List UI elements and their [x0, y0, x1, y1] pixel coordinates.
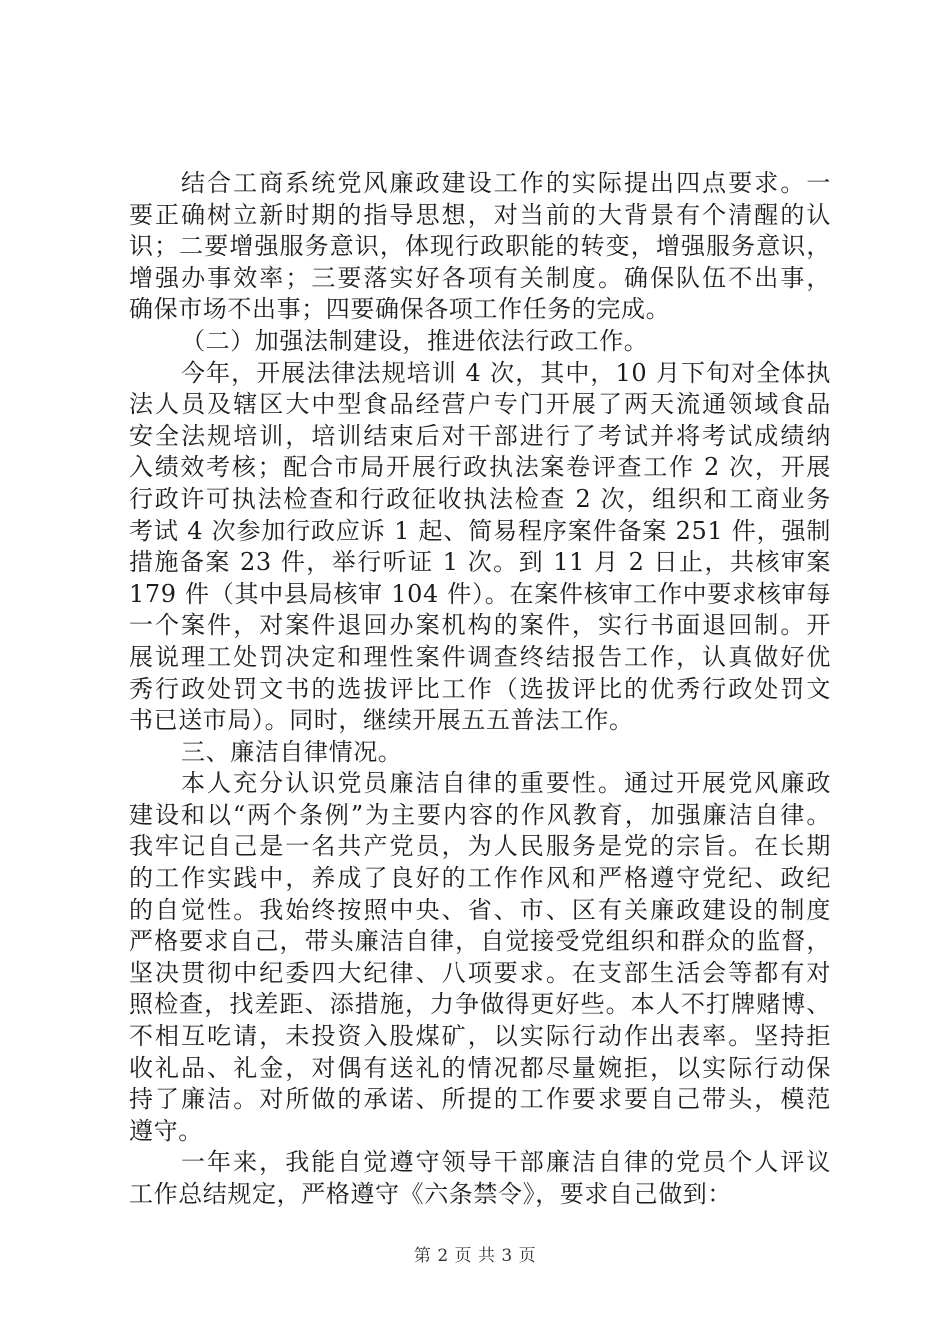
text-line: 三、廉洁自律情况。 — [181, 737, 403, 766]
text-line: 收礼品、礼金，对偶有送礼的情况都尽量婉拒，以实际行动保 — [129, 1053, 831, 1082]
section-heading — [129, 326, 831, 358]
paragraph — [129, 358, 831, 737]
text-line: 要正确树立新时期的指导思想，对当前的大背景有个清醒的认 — [129, 200, 831, 229]
text-line: 确保市场不出事；四要确保各项工作任务的完成。 — [129, 295, 671, 324]
text-line: 考试 4 次参加行政应诉 1 起、简易程序案件备案 251 件，强制 — [129, 516, 831, 545]
text-line: 照检查，找差距、添措施，力争做得更好些。本人不打牌赌博、 — [129, 990, 831, 1019]
text-line: 一个案件，对案件退回办案机构的案件，实行书面退回制。开 — [129, 611, 831, 640]
text-line: 结合工商系统党风廉政建设工作的实际提出四点要求。一 — [181, 169, 831, 197]
text-line: 展说理工处罚决定和理性案件调查终结报告工作，认真做好优 — [129, 642, 831, 671]
paragraph — [129, 1147, 831, 1210]
text-line: 今年，开展法律法规培训 4 次，其中，10 月下旬对全体执 — [181, 358, 831, 387]
text-line: 本人充分认识党员廉洁自律的重要性。通过开展党风廉政 — [181, 769, 831, 798]
text-line: 入绩效考核；配合市局开展行政执法案卷评查工作 2 次，开展 — [129, 453, 831, 482]
text-line: 遵守。 — [129, 1116, 203, 1145]
text-line: （二）加强法制建设，推进依法行政工作。 — [181, 326, 649, 355]
text-line: 识；二要增强服务意识，体现行政职能的转变，增强服务意识， — [129, 232, 831, 261]
text-line: 持了廉洁。对所做的承诺、所提的工作要求要自己带头，模范 — [129, 1085, 831, 1114]
text-line: 行政许可执法检查和行政征收执法检查 2 次，组织和工商业务 — [129, 484, 831, 513]
text-line: 179 件（其中县局核审 104 件）。在案件核审工作中要求核审每 — [129, 579, 831, 608]
text-line: 的自觉性。我始终按照中央、省、市、区有关廉政建设的制度 — [129, 895, 831, 924]
text-line: 秀行政处罚文书的选拔评比工作（选拔评比的优秀行政处罚文 — [129, 674, 831, 703]
section-heading — [129, 737, 831, 769]
text-line: 法人员及辖区大中型食品经营户专门开展了两天流通领域食品 — [129, 390, 831, 419]
text-line: 不相互吃请，未投资入股煤矿，以实际行动作出表率。坚持拒 — [129, 1022, 831, 1051]
text-line: 建设和以“两个条例”为主要内容的作风教育，加强廉洁自律。 — [129, 800, 831, 829]
text-line: 我牢记自己是一名共产党员，为人民服务是党的宗旨。在长期 — [129, 832, 831, 861]
paragraph — [129, 768, 831, 1147]
text-line: 安全法规培训，培训结束后对干部进行了考试并将考试成绩纳 — [129, 421, 831, 450]
text-line: 的工作实践中，养成了良好的工作作风和严格遵守党纪、政纪 — [129, 864, 831, 893]
paragraph — [129, 168, 831, 326]
text-line: 增强办事效率；三要落实好各项有关制度。确保队伍不出事， — [129, 263, 831, 292]
text-line: 措施备案 23 件，举行听证 1 次。到 11 月 2 日止，共核审案 — [129, 548, 831, 577]
text-line: 书已送市局）。同时，继续开展五五普法工作。 — [129, 706, 634, 735]
text-line: 坚决贯彻中纪委四大纪律、八项要求。在支部生活会等都有对 — [129, 958, 831, 987]
text-line: 一年来，我能自觉遵守领导干部廉洁自律的党员个人评议 — [181, 1148, 831, 1177]
text-line: 严格要求自己，带头廉洁自律，自觉接受党组织和群众的监督， — [129, 927, 831, 956]
text-line: 工作总结规定，严格遵守《六条禁令》，要求自己做到： — [129, 1180, 732, 1208]
document-body — [129, 168, 831, 1211]
page-number-footer: 第 2 页 共 3 页 — [413, 1246, 537, 1266]
